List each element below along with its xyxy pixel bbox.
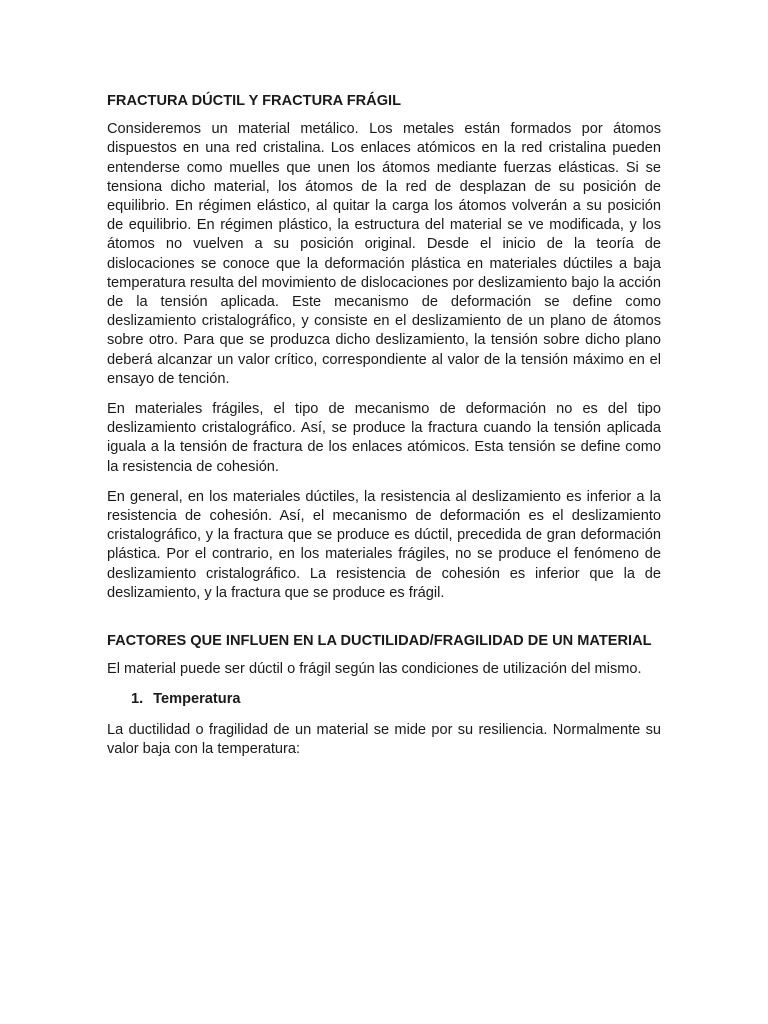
section-title-fractura: FRACTURA DÚCTIL Y FRACTURA FRÁGIL (107, 93, 402, 109)
paragraph-material-metalico: Consideremos un material metálico. Los metales están formados por átomos dispuestos en una red cristalina. Los enlaces atómicos en la red cristalina pueden entenderse como muelles que unen los átomos mediante fuerzas elásticas. Si se tensiona dicho material, los átomos de la red de desplazan de su posición de equilibrio. En régimen elástico, al quitar la carga los átomos volverán a su posición de equilibrio. En régimen plástico, la estructura del material se ve modificada, y los átomos no vuelven a su posición original. Desde el inicio de la teoría de dislocaciones se conoce que la deformación plástica en materiales dúctiles a baja temperatura resulta del movimiento de dislocaciones por deslizamiento bajo la acción de la tensión aplicada. Este mecanismo de deformación se define como deslizamiento cristalográfico, y consiste en el deslizamiento de un plano de átomos sobre otro. Para que se produzca dicho deslizamiento, la tensión sobre dicho plano deberá alcanzar un valor crítico, correspondiente al valor de la tensión máximo en el ensayo de tención. (107, 121, 661, 387)
list-item-number: 1. (131, 691, 144, 708)
list-item-label: Temperatura (153, 691, 241, 708)
list-item-temperatura (107, 690, 661, 709)
paragraph-materiales-fragiles: En materiales frágiles, el tipo de mecanismo de deformación no es del tipo deslizamiento cristalográfico. Así, se produce la fractura cuando la tensión aplicada iguala a la tensión de fractura de los enlaces atómicos. Esta tensión se define como la resistencia de cohesión. (107, 401, 661, 475)
section-spacer (107, 614, 661, 632)
paragraph-resiliencia: La ductilidad o fragilidad de un material se mide por su resiliencia. Normalmente su valor baja con la temperatura: (107, 721, 661, 757)
document-page (107, 92, 661, 770)
paragraph-intro-factores: El material puede ser dúctil o frágil según las condiciones de utilización del mismo. (107, 661, 642, 678)
section-title-factores: FACTORES QUE INFLUEN EN LA DUCTILIDAD/FRAGILIDAD DE UN MATERIAL (107, 633, 652, 650)
paragraph-en-general: En general, en los materiales dúctiles, la resistencia al deslizamiento es inferior a la resistencia de cohesión. Así, el mecanismo de deformación es el deslizamiento cristalográfico, y la fractura que se produce es dúctil, precedida de gran deformación plástica. Por el contrario, en los materiales frágiles, no se produce el fenómeno de deslizamiento cristalográfico. La resistencia de cohesión es inferior que la de deslizamiento, y la fractura que se produce es frágil. (107, 488, 661, 601)
